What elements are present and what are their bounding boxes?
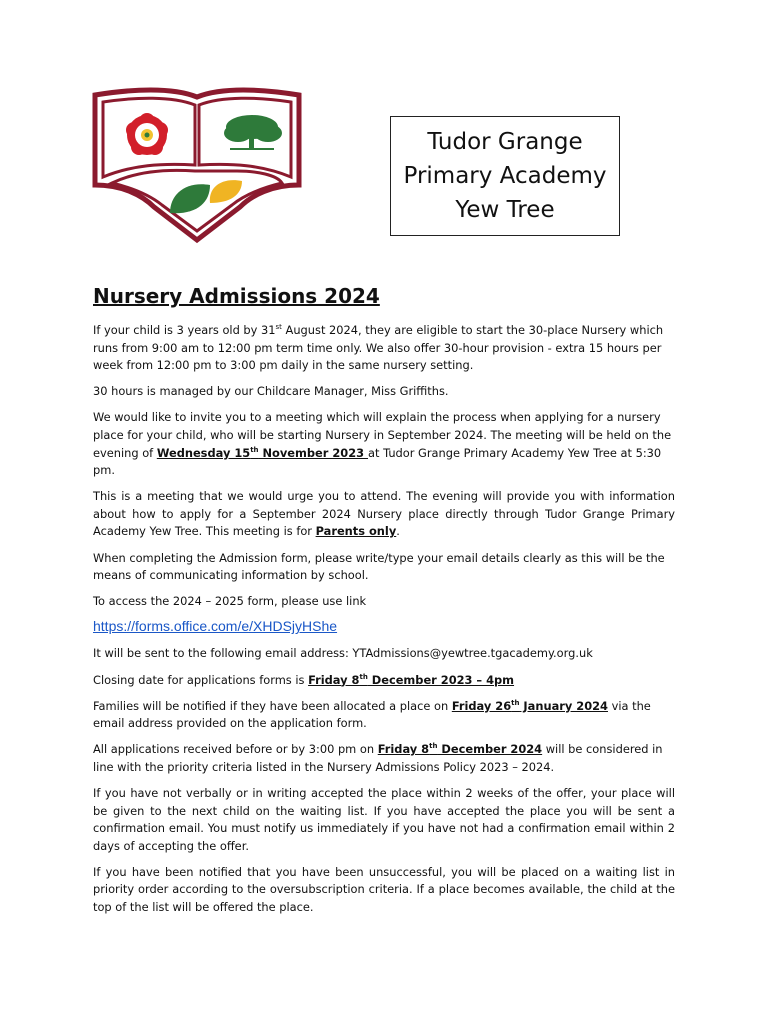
notification-paragraph: Families will be notified if they have been allocated a place on Friday 26th January 2024 via the email address provided on the application form. bbox=[93, 698, 651, 731]
meeting-date: Wednesday 15th November 2023 bbox=[156, 445, 369, 460]
school-name-line1: Tudor Grange bbox=[427, 129, 583, 155]
school-name-box bbox=[390, 116, 620, 236]
school-name-line2: Primary Academy bbox=[403, 163, 607, 189]
eligibility-paragraph: If your child is 3 years old by 31st August 2024, they are eligible to start the 30-place Nursery which runs from 9:00 am to 12:00 pm term time only. We also offer 30-hour provision - extra 15 hours per week from 12:00 pm to 3:00 pm daily in the same nursery setting. bbox=[93, 323, 664, 373]
parents-only: Parents only bbox=[315, 524, 397, 539]
notification-date: Friday 26th January 2024 bbox=[451, 698, 608, 713]
priority-criteria-paragraph: All applications received before or by 3:00 pm on Friday 8th December 2024 will be considered in line with the priority criteria listed in the Nursery Admissions Policy 2023 – 2024. bbox=[93, 742, 663, 774]
page-title: Nursery Admissions 2024 bbox=[93, 284, 380, 308]
meeting-info-paragraph: This is a meeting that we would urge you to attend. The evening will provide you with information about how to apply for a September 2024 Nursery place directly through Tudor Grange Primary Academy Yew Tree. This meeting is for Parents only. bbox=[93, 489, 675, 539]
waiting-list-paragraph: If you have been notified that you have been unsuccessful, you will be placed on a waiting list in priority order according to the oversubscription criteria. If a place becomes available, the child at the top of the list will be offered the place. bbox=[93, 864, 675, 915]
school-name-line3: Yew Tree bbox=[455, 197, 555, 223]
childcare-manager-paragraph: 30 hours is managed by our Childcare Manager, Miss Griffiths. bbox=[93, 384, 449, 399]
closing-date: Friday 8th December 2023 – 4pm bbox=[308, 672, 515, 687]
school-crest-icon bbox=[92, 85, 302, 245]
admission-form-paragraph: When completing the Admission form, please write/type your email details clearly as this will be the means of communicating information by school. bbox=[93, 550, 665, 583]
letter-body bbox=[93, 322, 675, 925]
form-access-paragraph: To access the 2024 – 2025 form, please use link bbox=[93, 594, 367, 609]
acceptance-paragraph: If you have not verbally or in writing accepted the place within 2 weeks of the offer, your place will be given to the next child on the waiting list. If you have accepted the place you will be sent a confirmation email. You must notify us immediately if you have not had a confirmation email within 2 days of accepting the offer. bbox=[93, 785, 675, 853]
meeting-invite-paragraph: We would like to invite you to a meeting which will explain the process when applying for a nursery place for your child, who will be starting Nursery in September 2024. The meeting will be held on the evening of Wednesday 15th November 2023 at Tudor Grange Primary Academy Yew Tree at 5:30 pm. bbox=[93, 410, 672, 478]
form-link[interactable]: https://forms.office.com/e/XHDSjyHShe bbox=[93, 618, 338, 635]
cutoff-date: Friday 8th December 2024 bbox=[377, 742, 543, 757]
closing-date-paragraph: Closing date for applications forms is Friday 8th December 2023 – 4pm bbox=[93, 672, 515, 687]
email-address-paragraph: It will be sent to the following email address: YTAdmissions@yewtree.tgacademy.org.uk bbox=[93, 646, 593, 661]
